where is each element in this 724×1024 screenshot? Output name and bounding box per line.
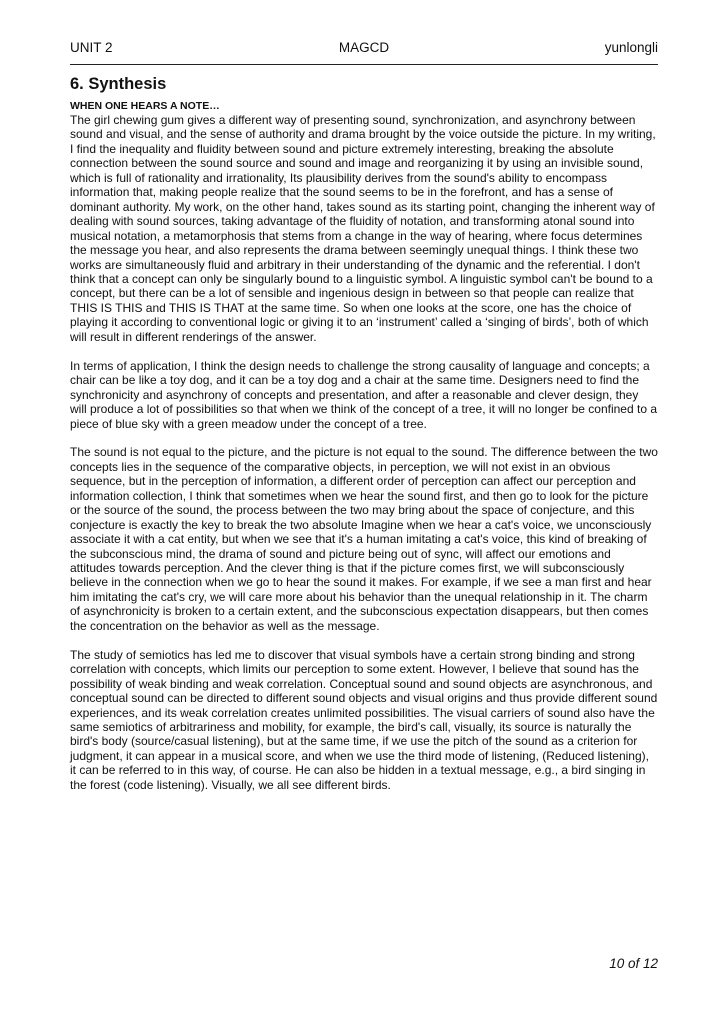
paragraph-3: The sound is not equal to the picture, and the picture is not equal to the sound. The difference between the two concepts lies in the sequence of the comparative objects, in perception, we will not exist in an obvious sequence, but in the perception of information, a different order of perception can affect our perception and information collection, I think that sometimes when we hear the sound first, and then go to look for the picture or the source of the sound, the process between the two may bring about the space of conjecture, and this conjecture is exactly the key to break the two absolute Imagine when we hear a cat's voice, we unconsciously associate it with a cat entity, but when we see that it's a human imitating a cat's voice, this kind of breaking of the subconscious mind, the drama of sound and picture being out of sync, will affect our emotions and attitudes towards perception. And the clever thing is that if the picture comes first, we will subconsciously believe in the connection when we go to hear the sound it makes. For example, if we see a man first and hear him imitating the cat's cry, we will care more about his behavior than the unequal relationship in it. The charm of asynchronicity is broken to a certain extent, and the subconscious expectation disappears, but then comes the concentration on the behavior as well as the message.	[70, 445, 658, 633]
section-subheading: WHEN ONE HEARS A NOTE…	[70, 100, 220, 112]
header-unit: UNIT 2	[70, 40, 113, 55]
paragraph-2: In terms of application, I think the design needs to challenge the strong causality of language and concepts; a chair can be like a toy dog, and it can be a toy dog and a chair at the same time. Designers need to find the synchronicity and asynchrony of concepts and presentation, and after a reasonable and clever design, they will produce a lot of possibilities so that when we think of the concept of a tree, it will no longer be confined to a piece of blue sky with a green meadow under the concept of a tree.	[70, 358, 658, 431]
page-content	[70, 74, 658, 807]
paragraph-4: The study of semiotics has led me to discover that visual symbols have a certain strong binding and strong correlation with concepts, which limits our perception to some extent. However, I believe that sound has the possibility of weak binding and weak correlation. Conceptual sound and sound objects are asynchronous, and conceptual sound can be directed to different sound objects and visual origins and thus provide different sound experiences, and its weak correlation creates unlimited possibilities. The visual carriers of sound also have the same semiotics of arbitrariness and mobility, for example, the bird's call, visually, its source is naturally the bird's body (source/casual listening), but at the same time, if we use the pitch of the sound as a criterion for judgment, it can appear in a musical score, and when we use the third mode of listening, (Reduced listening), it can be referred to in this way, of course. He can also be hidden in a textual message, e.g., a bird singing in the forest (code listening). Visually, we all see different birds.	[70, 647, 658, 792]
paragraph-1: The girl chewing gum gives a different way of presenting sound, synchronization, and asynchrony between sound and visual, and the sense of authority and drama brought by the voice outside the picture. In my writing, I find the inequality and fluidity between sound and picture extremely interesting, breaking the absolute connection between the sound source and sound and image and reorganizing it by using an invisible sound, which is full of rationality and irrationality, Its plausibility derives from the sound's ability to encompass information that, making people realize that the sound seems to be in the forefront, and has a sense of dominant authority. My work, on the other hand, takes sound as its starting point, changing the inherent way of dealing with sound sources, taking advantage of the fluidity of notation, and transforming atonal sound into musical notation, a metamorphosis that stems from a change in the way of hearing, where focus determines the message you hear, and also represents the drama between seemingly unequal things. I think these two works are simultaneously fluid and arbitrary in their understanding of the dynamic and the referential. I don't think that a concept can only be singularly bound to a linguistic symbol. A linguistic symbol can't be bound to a concept, but there can be a lot of sensible and ingenious design in between so that people can realize that THIS IS THIS and THIS IS THAT at the same time. So when one looks at the score, one has the choice of playing it according to conventional logic or giving it to an ‘instrument’ called a ‘singing of birds’, both of which will result in different renderings of the answer.	[70, 113, 656, 344]
page-header	[70, 40, 658, 60]
page-number: 10 of 12	[609, 956, 658, 971]
header-author: yunlongli	[604, 40, 658, 55]
section-title: 6. Synthesis	[70, 75, 167, 93]
header-divider	[70, 64, 658, 65]
header-course: MAGCD	[338, 40, 390, 55]
